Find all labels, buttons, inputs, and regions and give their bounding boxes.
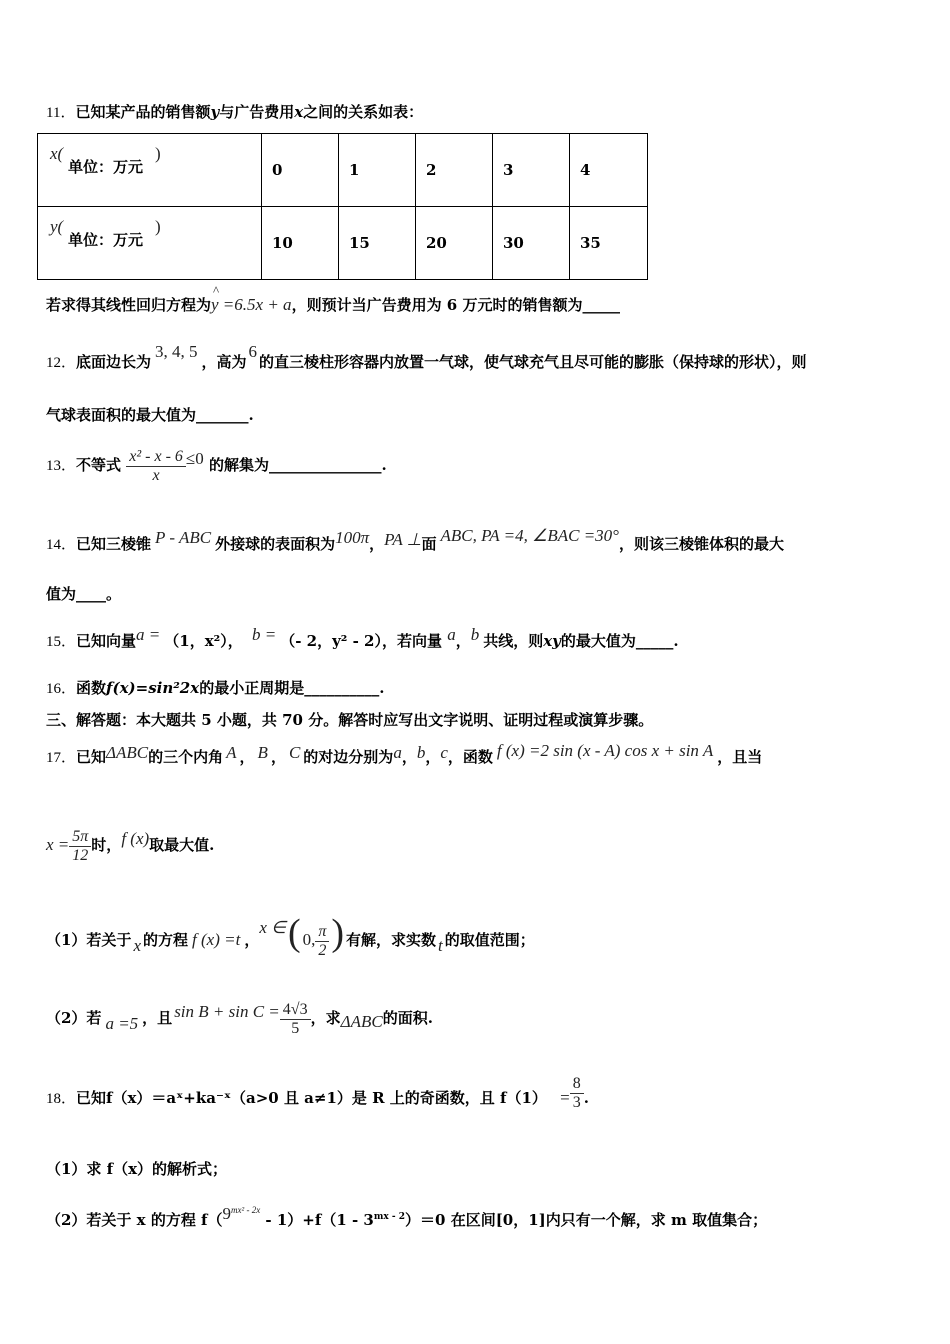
q11-data-table xyxy=(37,133,648,280)
table-cell: 0 xyxy=(262,134,339,207)
q14-line2: 值为____。 xyxy=(46,585,122,603)
q18-part2: （2）若关于 x 的方程 $f(9^{mx^2 - 2x} - 1)+f(1 - 3^{mx - 2})=0$ 在区间[0，1]内只有一个解，求 m 取值集合； xyxy=(46,1204,768,1229)
q12-stem: 12．底面边长为3, 4, 5，高为6的直三棱柱形容器内放置一气球，使气球充气且尽可能的膨胀（保持球的形状），则 xyxy=(46,342,807,371)
q17-part1: （1）若关于 x 的方程 f (x) =t ，x ∈( 0, $\frac{\pi}{2}$ ) 有解，求实数 t 的取值范围； xyxy=(46,912,535,959)
table-cell: 30 xyxy=(493,207,570,280)
q13-stem: 13．不等式 $\frac{\text{x² - x - 6}}{x}$ ≤0 的解集为_______________. xyxy=(46,447,387,484)
table-cell: 20 xyxy=(416,207,493,280)
q11-number: 11． xyxy=(46,105,76,121)
table-cell: 35 xyxy=(570,207,648,280)
section-heading: 三、解答题：本大题共 5 小题，共 70 分。解答时应写出文字说明、证明过程或演算步骤。 xyxy=(46,711,654,729)
q14-stem: 14．已知三棱锥 P - ABC 外接球的表面积为100π，PA ⊥面 ABC, PA =4, ∠BAC =30°，则该三棱锥体积的最大 xyxy=(46,526,784,553)
q17-part2: （2）若 a =5 ，且 sin B + sin C = $\frac{4√3}{5}$ ，求ΔABC的面积. xyxy=(46,1000,433,1037)
table-row xyxy=(38,207,648,280)
table-cell: 3 xyxy=(493,134,570,207)
regression-equation: y =6.5x + a xyxy=(211,295,292,314)
table-cell: 2 xyxy=(416,134,493,207)
q17-condition: x = $\frac{5\pi}{12}$ 时，f (x)取最大值. xyxy=(46,827,215,864)
q11-regression-line: 若求得其线性回归方程为 ^ y =6.5x + a，则预计当广告费用为 6 万元时的销售额为_____ xyxy=(46,294,620,316)
q16-stem: 16．函数f(x)=sin²2x的最小正周期是__________. xyxy=(46,679,385,697)
table-cell: 1 xyxy=(339,134,416,207)
q17-stem: 17．已知ΔABC的三个内角 A ， B ， C 的对边分别为a，b，c，函数 f (x) =2 sin (x - A) cos x + sin A ，且当 xyxy=(46,741,763,766)
q18-part1: （1）求 f（x）的解析式； xyxy=(46,1160,228,1178)
hat-accent: ^ xyxy=(213,283,220,298)
q18-stem: 18．已知f（x）＝aˣ+ka⁻ˣ（a>0 且 a≠1）是 R 上的奇函数，且 f（1） = $\frac{8}{3}$ . xyxy=(46,1074,589,1111)
table-cell: 15 xyxy=(339,207,416,280)
q11-stem: 11．已知某产品的销售额y与广告费用x之间的关系如表： xyxy=(46,103,424,121)
q15-stem: 15．已知向量a = （1，x²）， b = （- 2，y² - 2），若向量 a，b 共线，则xy的最大值为_____. xyxy=(46,625,679,650)
row-header-x: x( 单位：万元 ) xyxy=(38,134,262,207)
q12-line2: 气球表面积的最大值为_______. xyxy=(46,406,254,424)
table-row xyxy=(38,134,648,207)
row-header-y: y( 单位：万元 ) xyxy=(38,207,262,280)
table-cell: 10 xyxy=(262,207,339,280)
table-cell: 4 xyxy=(570,134,648,207)
q13-fraction: $\frac{\text{x² - x - 6}}{x}$ xyxy=(126,448,186,485)
